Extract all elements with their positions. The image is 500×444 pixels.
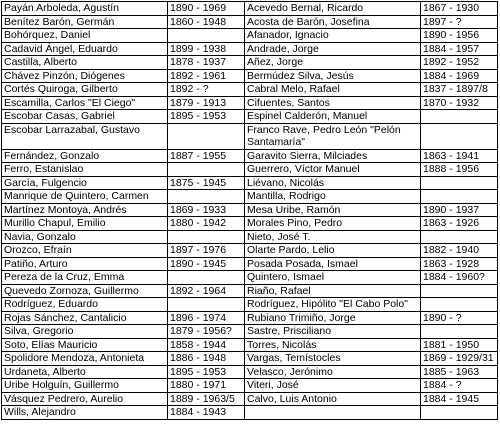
dates-cell: [421, 284, 498, 298]
name-cell: Benítez Barón, Germán: [2, 15, 168, 29]
name-cell: Olarte Pardo, Lelio: [245, 244, 421, 258]
dates-cell: [421, 325, 498, 339]
name-cell: Manrique de Quintero, Carmen: [2, 190, 168, 204]
dates-cell: 1863 - 1941: [421, 149, 498, 163]
name-cell: Navia, Gonzalo: [2, 230, 168, 244]
dates-cell: 1884 - 1945: [421, 392, 498, 406]
name-cell: Escamilla, Carlos "El Ciego": [2, 96, 168, 110]
dates-cell: 1879 - 1913: [168, 96, 245, 110]
dates-cell: 1884 - 1960?: [421, 271, 498, 285]
dates-cell: 1892 - ?: [168, 83, 245, 97]
dates-cell: [168, 190, 245, 204]
table-row: [2, 123, 498, 149]
dates-cell: 1897 - ?: [421, 15, 498, 29]
dates-cell: 1884 - 1957: [421, 42, 498, 56]
dates-cell: 1858 - 1944: [168, 338, 245, 352]
name-cell: Acevedo Bernal, Ricardo: [245, 2, 421, 16]
table-row: [2, 96, 498, 110]
name-cell: Orozco, Efraín: [2, 244, 168, 258]
dates-cell: [168, 123, 245, 149]
name-cell: Soto, Elías Mauricio: [2, 338, 168, 352]
name-cell: Andrade, Jorge: [245, 42, 421, 56]
name-cell: Afanador, Ignacio: [245, 29, 421, 43]
table-row: [2, 284, 498, 298]
table-row: [2, 217, 498, 231]
name-cell: Liévano, Nicolás: [245, 176, 421, 190]
dates-cell: 1881 - 1950: [421, 338, 498, 352]
name-cell: Vásquez Pedrero, Aurelio: [2, 392, 168, 406]
name-cell: Calvo, Luis Antonio: [245, 392, 421, 406]
dates-cell: 1863 - 1926: [421, 217, 498, 231]
dates-cell: 1882 - 1940: [421, 244, 498, 258]
name-cell: Wills, Alejandro: [2, 406, 168, 420]
table-row: [2, 190, 498, 204]
dates-cell: [168, 29, 245, 43]
dates-cell: 1892 - 1952: [421, 56, 498, 70]
name-cell: Sastre, Prisciliano: [245, 325, 421, 339]
name-cell: Morales Pino, Pedro: [245, 217, 421, 231]
dates-cell: 1837 - 1897/8: [421, 83, 498, 97]
name-cell: Garavito Sierra, Milciades: [245, 149, 421, 163]
dates-cell: 1878 - 1937: [168, 56, 245, 70]
dates-cell: [421, 406, 498, 420]
name-cell: Cabral Melo, Rafael: [245, 83, 421, 97]
dates-cell: 1875 - 1945: [168, 176, 245, 190]
dates-cell: 1892 - 1961: [168, 69, 245, 83]
dates-cell: 1890 - 1969: [168, 2, 245, 16]
dates-cell: 1895 - 1953: [168, 110, 245, 124]
name-cell: Nieto, José T.: [245, 230, 421, 244]
name-cell: Murillo Chapul, Emilio: [2, 217, 168, 231]
table-row: [2, 325, 498, 339]
table-row: [2, 379, 498, 393]
table-row: [2, 352, 498, 366]
dates-cell: 1869 - 1933: [168, 203, 245, 217]
table-row: [2, 203, 498, 217]
dates-cell: 1890 - 1937: [421, 203, 498, 217]
dates-cell: 1897 - 1976: [168, 244, 245, 258]
name-cell: Bohórquez, Daniel: [2, 29, 168, 43]
dates-cell: 1860 - 1948: [168, 15, 245, 29]
table-row: [2, 271, 498, 285]
name-cell: Martínez Montoya, Andrés: [2, 203, 168, 217]
dates-cell: 1880 - 1942: [168, 217, 245, 231]
name-cell: Silva, Gregorio: [2, 325, 168, 339]
dates-cell: 1869 - 1929/31: [421, 352, 498, 366]
name-cell: Escobar Larrazabal, Gustavo: [2, 123, 168, 149]
dates-cell: 1889 - 1963/5: [168, 392, 245, 406]
table-row: [2, 163, 498, 177]
dates-cell: 1890 - ?: [421, 311, 498, 325]
table-row: [2, 230, 498, 244]
name-cell: Patiño, Arturo: [2, 257, 168, 271]
dates-cell: 1884 - 1943: [168, 406, 245, 420]
table-row: [2, 244, 498, 258]
name-cell: Añez, Jorge: [245, 56, 421, 70]
dates-cell: [421, 298, 498, 312]
name-cell: Cifuentes, Santos: [245, 96, 421, 110]
table-row: [2, 42, 498, 56]
name-cell: Chávez Pinzón, Diógenes: [2, 69, 168, 83]
table-row: [2, 176, 498, 190]
name-cell: García, Fulgencio: [2, 176, 168, 190]
name-cell: Spolidore Mendoza, Antonieta: [2, 352, 168, 366]
name-cell: Fernández, Gonzalo: [2, 149, 168, 163]
name-cell: Cadavid Ángel, Eduardo: [2, 42, 168, 56]
dates-cell: [168, 298, 245, 312]
name-cell: Rojas Sánchez, Cantalicio: [2, 311, 168, 325]
dates-cell: 1892 - 1964: [168, 284, 245, 298]
dates-cell: 1863 - 1928: [421, 257, 498, 271]
dates-cell: 1884 - 1969: [421, 69, 498, 83]
dates-cell: 1879 - 1956?: [168, 325, 245, 339]
dates-cell: 1884 - ?: [421, 379, 498, 393]
dates-cell: [168, 163, 245, 177]
dates-cell: 1867 - 1930: [421, 2, 498, 16]
table-row: [2, 338, 498, 352]
name-cell: Payán Arboleda, Agustín: [2, 2, 168, 16]
name-cell: Urdaneta, Alberto: [2, 365, 168, 379]
name-cell: Torres, Nicolás: [245, 338, 421, 352]
dates-cell: 1885 - 1963: [421, 365, 498, 379]
name-cell: Quintero, Ismael: [245, 271, 421, 285]
table-row: [2, 110, 498, 124]
composers-table: [1, 1, 498, 420]
table-row: [2, 56, 498, 70]
dates-cell: 1887 - 1955: [168, 149, 245, 163]
name-cell: Rodríguez, Eduardo: [2, 298, 168, 312]
dates-cell: 1890 - 1956: [421, 29, 498, 43]
name-cell: Posada Posada, Ismael: [245, 257, 421, 271]
dates-cell: 1895 - 1953: [168, 365, 245, 379]
table-row: [2, 29, 498, 43]
name-cell: Velasco, Jerónimo: [245, 365, 421, 379]
name-cell: Cortés Quiroga, Gilberto: [2, 83, 168, 97]
name-cell: Espinel Calderón, Manuel: [245, 110, 421, 124]
name-cell: Bermúdez Silva, Jesús: [245, 69, 421, 83]
dates-cell: [421, 176, 498, 190]
dates-cell: 1890 - 1945: [168, 257, 245, 271]
name-cell: Pereza de la Cruz, Emma: [2, 271, 168, 285]
table-row: [2, 406, 498, 420]
name-cell: Vargas, Temístocles: [245, 352, 421, 366]
dates-cell: 1896 - 1974: [168, 311, 245, 325]
table-body: [2, 2, 498, 420]
table-row: [2, 15, 498, 29]
name-cell: Quevedo Zornoza, Guillermo: [2, 284, 168, 298]
dates-cell: 1880 - 1971: [168, 379, 245, 393]
table-row: [2, 365, 498, 379]
name-cell: Uribe Holguín, Guillermo: [2, 379, 168, 393]
dates-cell: [421, 230, 498, 244]
name-cell: Ferro, Estanislao: [2, 163, 168, 177]
name-cell: Riaño, Rafael: [245, 284, 421, 298]
table-row: [2, 149, 498, 163]
name-cell: Mantilla, Rodrigo: [245, 190, 421, 204]
table-row: [2, 69, 498, 83]
name-cell: Mesa Uribe, Ramón: [245, 203, 421, 217]
dates-cell: 1899 - 1938: [168, 42, 245, 56]
table-row: [2, 392, 498, 406]
name-cell: Escobar Casas, Gabriel: [2, 110, 168, 124]
name-cell: Guerrero, Víctor Manuel: [245, 163, 421, 177]
dates-cell: [421, 110, 498, 124]
table-row: [2, 257, 498, 271]
name-cell: Acosta de Barón, Josefina: [245, 15, 421, 29]
table-row: [2, 298, 498, 312]
table-row: [2, 311, 498, 325]
dates-cell: [168, 230, 245, 244]
dates-cell: 1888 - 1956: [421, 163, 498, 177]
dates-cell: [421, 190, 498, 204]
dates-cell: 1870 - 1932: [421, 96, 498, 110]
dates-cell: [421, 123, 498, 149]
name-cell: Franco Rave, Pedro León "Pelón Santamaría": [245, 123, 421, 149]
name-cell: [245, 406, 421, 420]
table-row: [2, 83, 498, 97]
name-cell: Rubiano Trimiño, Jorge: [245, 311, 421, 325]
dates-cell: [168, 271, 245, 285]
dates-cell: 1886 - 1948: [168, 352, 245, 366]
name-cell: Castilla, Alberto: [2, 56, 168, 70]
name-cell: Viteri, José: [245, 379, 421, 393]
name-cell: Rodríguez, Hipólito "El Cabo Polo": [245, 298, 421, 312]
table-row: [2, 2, 498, 16]
